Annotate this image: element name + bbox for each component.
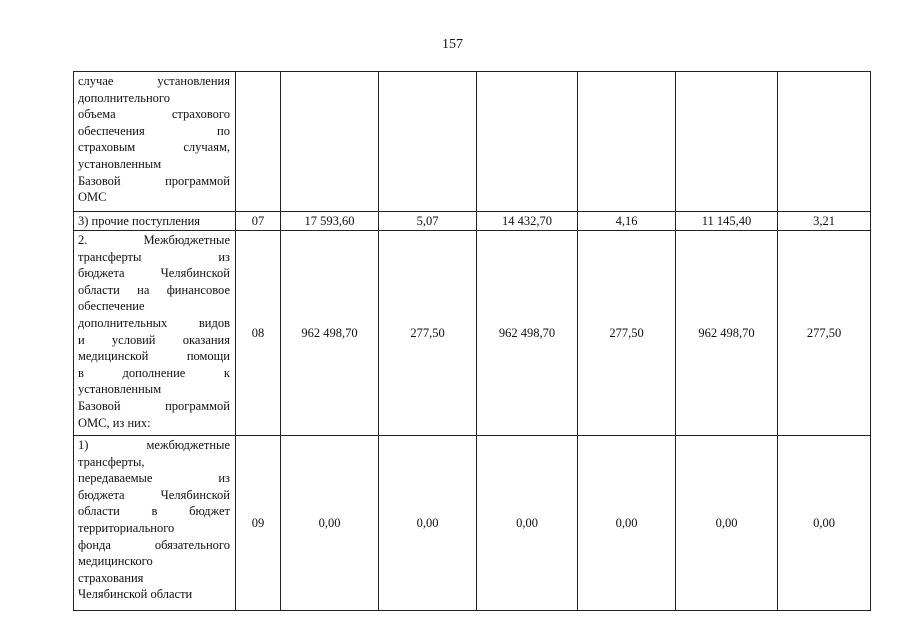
value-cell: 0,00 bbox=[281, 436, 379, 611]
value-cell: 0,00 bbox=[778, 436, 871, 611]
budget-table bbox=[73, 71, 871, 611]
value-cell: 962 498,70 bbox=[676, 231, 778, 436]
table-row bbox=[74, 436, 871, 611]
value-cell: 14 432,70 bbox=[477, 212, 578, 231]
value-cell: 0,00 bbox=[477, 436, 578, 611]
row-description: 1) межбюджетные трансферты, передаваемые из бюджета Челябинской области в бюджет территориального фонда обязательного медицинского страхования Челябинской области bbox=[74, 436, 236, 611]
table-row bbox=[74, 231, 871, 436]
row-description: 2. Межбюджетные трансферты из бюджета Челябинской области на финансовое обеспечение дополнительных видов и условий оказания медицинской помощи в дополнение к установленным Базовой программой ОМС, из них: bbox=[74, 231, 236, 436]
value-cell bbox=[778, 72, 871, 212]
value-cell: 277,50 bbox=[379, 231, 477, 436]
row-description: случае установления дополнительного объема страхового обеспечения по страховым случаям, установленным Базовой программой ОМС bbox=[74, 72, 236, 212]
row-code bbox=[236, 72, 281, 212]
value-cell bbox=[676, 72, 778, 212]
value-cell: 5,07 bbox=[379, 212, 477, 231]
value-cell: 0,00 bbox=[379, 436, 477, 611]
table-row bbox=[74, 72, 871, 212]
value-cell bbox=[379, 72, 477, 212]
value-cell: 3,21 bbox=[778, 212, 871, 231]
value-cell: 277,50 bbox=[578, 231, 676, 436]
value-cell: 11 145,40 bbox=[676, 212, 778, 231]
value-cell: 17 593,60 bbox=[281, 212, 379, 231]
value-cell: 962 498,70 bbox=[281, 231, 379, 436]
value-cell: 277,50 bbox=[778, 231, 871, 436]
value-cell: 0,00 bbox=[578, 436, 676, 611]
value-cell: 0,00 bbox=[676, 436, 778, 611]
value-cell bbox=[578, 72, 676, 212]
page-number: 157 bbox=[442, 37, 463, 52]
value-cell: 4,16 bbox=[578, 212, 676, 231]
row-code: 08 bbox=[236, 231, 281, 436]
table-row bbox=[74, 212, 871, 231]
row-code: 07 bbox=[236, 212, 281, 231]
value-cell: 962 498,70 bbox=[477, 231, 578, 436]
row-description: 3) прочие поступления bbox=[74, 212, 236, 231]
row-code: 09 bbox=[236, 436, 281, 611]
value-cell bbox=[477, 72, 578, 212]
value-cell bbox=[281, 72, 379, 212]
